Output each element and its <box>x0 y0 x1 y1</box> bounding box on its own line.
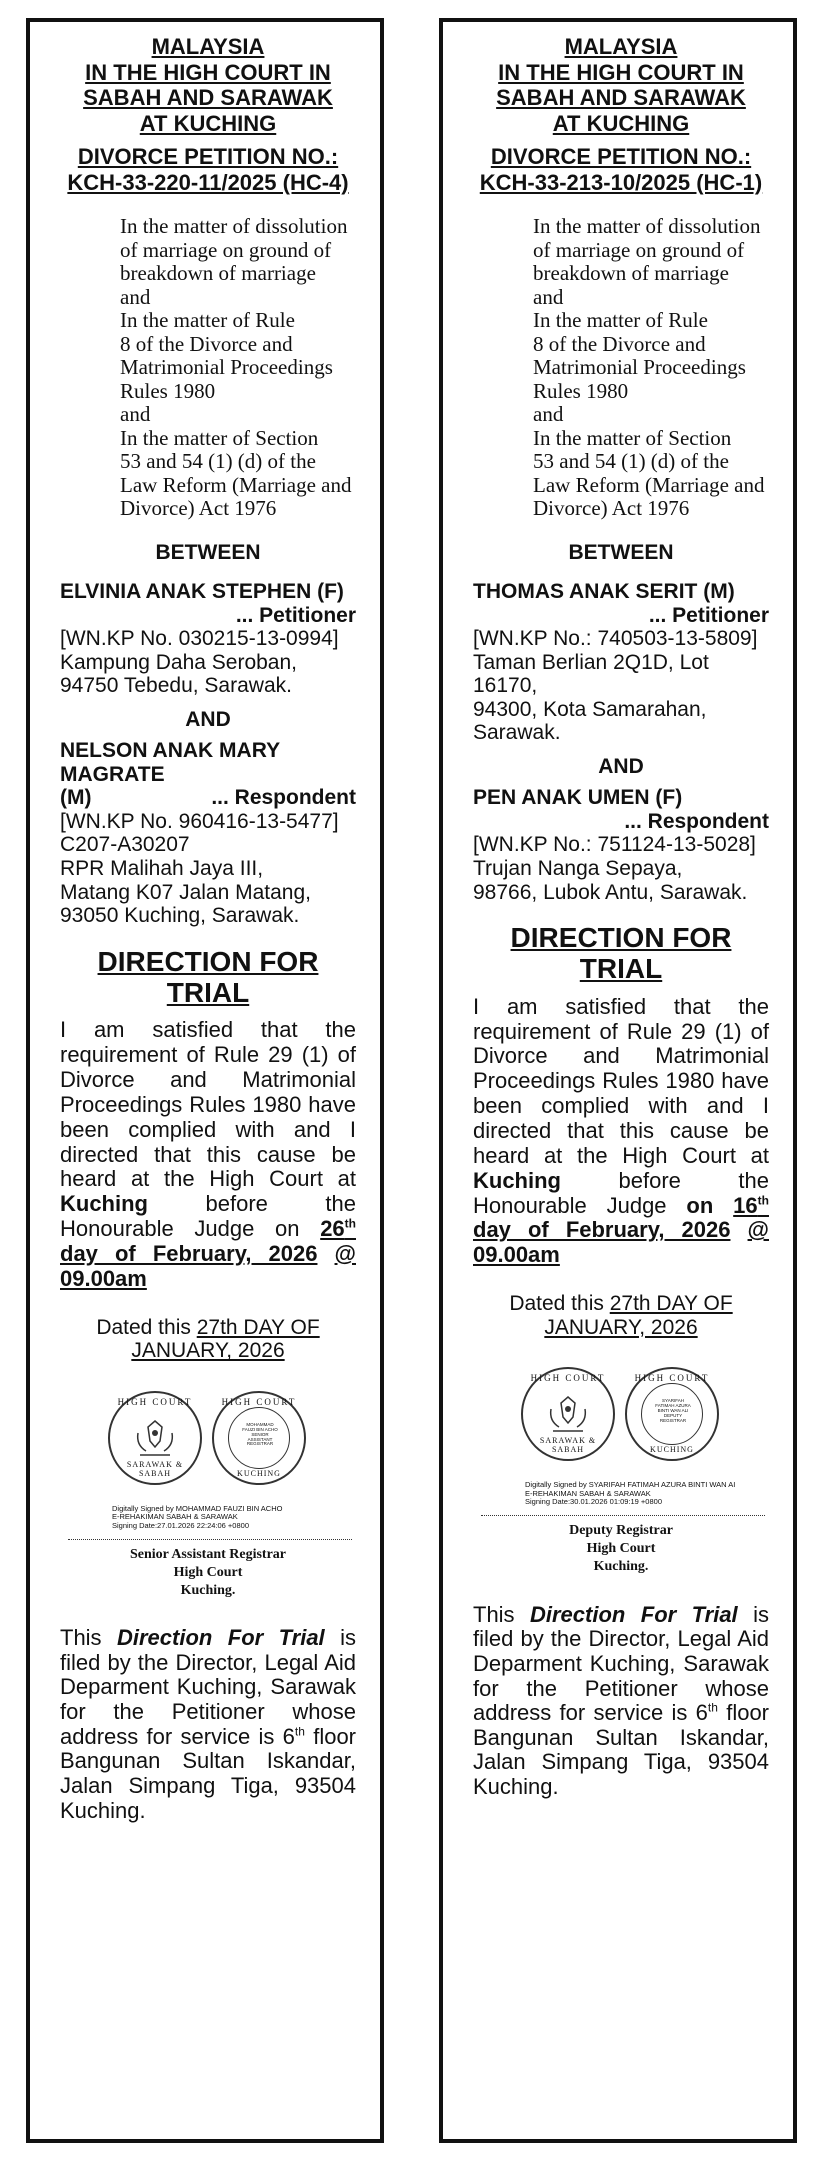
notice-right <box>439 18 797 2143</box>
coat-of-arms-icon <box>545 1393 591 1437</box>
seal-top-text: HIGH COURT <box>530 1373 606 1384</box>
court-place: Kuching <box>473 1167 561 1193</box>
dated-line-1 <box>473 1292 769 1316</box>
dated-block <box>60 1316 356 1363</box>
respondent-address <box>60 810 356 928</box>
petitioner-name: THOMAS ANAK SERIT (M) <box>473 580 735 604</box>
address-line: [WN.KP No.: 740503-13-5809] <box>473 627 758 651</box>
matter-line: In the matter of Rule <box>120 308 295 333</box>
direction-body <box>473 995 769 1268</box>
filing-note <box>60 1626 356 1823</box>
dated-block <box>473 1292 769 1339</box>
address-line: 93050 Kuching, Sarawak. <box>60 904 300 928</box>
registrar-title: Senior Assistant Registrar <box>129 1546 287 1562</box>
direction-text: I am satisfied that the requirement of Rule 29 (1) of Divorce and Matrimonial Proceedings Rules 1980 have been complied with and I directed that this cause be heard at the High Court at <box>60 1017 356 1192</box>
court-line-1: IN THE HIGH COURT IN <box>498 59 744 85</box>
court-line-1: IN THE HIGH COURT IN <box>85 59 331 85</box>
judge-text: before the Honourable Judge <box>60 1191 356 1242</box>
dated-line-2: JANUARY, 2026 <box>544 1315 698 1339</box>
registrar-place: Kuching. <box>180 1582 236 1598</box>
matter-line: and <box>533 284 564 309</box>
matter-line: of marriage on ground of <box>120 237 332 262</box>
matter-line: 53 and 54 (1) (d) of the <box>120 449 316 474</box>
petitioner-role: ... Petitioner <box>648 603 769 627</box>
petition-label: DIVORCE PETITION NO.: <box>490 144 752 170</box>
matter-line: of marriage on ground of <box>533 237 745 262</box>
dated-day: 27th DAY OF <box>609 1292 733 1316</box>
matter-line: In the matter of Rule <box>533 308 708 333</box>
address-line: Trujan Nanga Sepaya, <box>473 856 683 880</box>
kuching-court-stamp <box>212 1391 306 1485</box>
address-line: Kampung Daha Seroban, <box>60 650 297 674</box>
petition-label: DIVORCE PETITION NO.: <box>77 144 339 170</box>
address-line: 98766, Lubok Antu, Sarawak. <box>473 880 748 904</box>
stamp-bottom-text: KUCHING <box>237 1468 281 1478</box>
petitioner-address <box>60 627 356 698</box>
petitioner-role: ... Petitioner <box>235 603 356 627</box>
digital-sign-line: Signing Date:27.01.2026 22:24:06 +0800 <box>112 1520 249 1530</box>
hearing-day: 16 <box>733 1192 758 1218</box>
coat-of-arms-icon <box>132 1417 178 1461</box>
matter-block <box>533 215 769 521</box>
digital-signature <box>60 1505 356 1531</box>
high-court-seal <box>108 1391 202 1485</box>
judge-text: before the Honourable Judge <box>473 1167 769 1218</box>
respondent-role-row <box>60 786 356 810</box>
digital-sign-line: Signing Date:30.01.2026 01:09:19 +0800 <box>525 1497 662 1507</box>
address-line: 94750 Tebedu, Sarawak. <box>60 674 292 698</box>
stamp-signatory: SYARIFAH FATIMAH AZURA BINTI WAN ALI DEPUTY REGISTRAR <box>655 1398 691 1423</box>
respondent-gender: (M) <box>60 786 92 810</box>
high-court-seal <box>521 1367 615 1461</box>
filing-floor-suffix: th <box>294 1724 305 1739</box>
filing-doc-name: Direction For Trial <box>529 1601 738 1627</box>
filing-text-2: floor Bangunan Sultan Iskandar, Jalan Simpang Tiga, 93504 Kuching. <box>473 1700 769 1800</box>
matter-line: 53 and 54 (1) (d) of the <box>533 449 729 474</box>
petition-number: KCH-33-220-11/2025 (HC-4) <box>67 169 349 195</box>
court-place: Kuching <box>60 1191 148 1217</box>
registrar-block <box>473 1522 769 1577</box>
court-line-2: SABAH AND SARAWAK <box>83 85 333 111</box>
matter-block <box>120 215 356 521</box>
respondent-role-row <box>473 810 769 834</box>
matter-line: Rules 1980 <box>120 378 216 403</box>
registrar-court: High Court <box>173 1564 243 1580</box>
registrar-block <box>60 1546 356 1601</box>
matter-line: breakdown of marriage <box>120 261 316 286</box>
direction-title: DIRECTION FOR TRIAL <box>510 922 732 985</box>
direction-title: DIRECTION FOR TRIAL <box>97 945 319 1008</box>
seal-top-text: HIGH COURT <box>117 1396 193 1407</box>
kuching-court-stamp <box>625 1367 719 1461</box>
seal-bottom-text: SARAWAK & SABAH <box>126 1459 184 1478</box>
address-line: [WN.KP No. 030215-13-0994] <box>60 627 339 651</box>
filing-text: is filed by the Director, Legal Aid Deparment Kuching, Sarawak for the Petitioner whose address for service is 6 <box>60 1625 356 1749</box>
matter-line: In the matter of dissolution <box>533 214 761 239</box>
filing-prefix: This <box>60 1625 102 1651</box>
filing-doc-name: Direction For Trial <box>116 1625 325 1651</box>
respondent-role: ... Respondent <box>211 786 356 810</box>
address-line: RPR Malihah Jaya III, <box>60 856 264 880</box>
matter-line: and <box>533 402 564 427</box>
hearing-time: @ 09.00am <box>60 1240 356 1291</box>
dated-prefix: Dated this <box>509 1292 604 1316</box>
matter-line: and <box>120 402 151 427</box>
matter-line: In the matter of dissolution <box>120 214 348 239</box>
respondent-name: PEN ANAK UMEN (F) <box>473 786 683 810</box>
address-line: Taman Berlian 2Q1D, Lot 16170, <box>473 650 709 698</box>
respondent-role: ... Respondent <box>624 809 769 833</box>
hearing-day-suffix: th <box>757 1193 769 1208</box>
filing-floor-suffix: th <box>707 1700 718 1715</box>
address-line: Sarawak. <box>473 721 561 745</box>
address-line: [WN.KP No. 960416-13-5477] <box>60 809 339 833</box>
digital-sign-line: Digitally Signed by SYARIFAH FATIMAH AZURA BINTI WAN AI <box>525 1480 736 1490</box>
matter-line: breakdown of marriage <box>533 261 729 286</box>
matter-line: Matrimonial Proceedings <box>120 355 333 380</box>
matter-line: In the matter of Section <box>120 425 319 450</box>
matter-line: Law Reform (Marriage and <box>533 472 765 497</box>
matter-line: In the matter of Section <box>533 425 732 450</box>
filing-text-2: floor Bangunan Sultan Iskandar, Jalan Simpang Tiga, 93504 Kuching. <box>60 1723 356 1823</box>
address-line: Matang K07 Jalan Matang, <box>60 880 311 904</box>
dated-line-2: JANUARY, 2026 <box>131 1339 285 1363</box>
petition-number: KCH-33-213-10/2025 (HC-1) <box>479 169 763 195</box>
filing-prefix: This <box>473 1601 515 1627</box>
petitioner-address <box>473 627 769 745</box>
country-heading: MALAYSIA <box>151 34 265 59</box>
filing-note <box>473 1603 769 1800</box>
direction-text: I am satisfied that the requirement of Rule 29 (1) of Divorce and Matrimonial Proceedings Rules 1980 have been complied with and I directed that this cause be heard at the High Court at <box>473 993 769 1168</box>
dated-prefix: Dated this <box>96 1315 191 1339</box>
address-line: C207-A30207 <box>60 833 190 857</box>
respondent-name: NELSON ANAK MARY MAGRATE <box>60 739 280 786</box>
court-stamps <box>60 1391 356 1501</box>
digital-sign-line: E-REHAKIMAN SABAH & SARAWAK <box>525 1488 651 1498</box>
dated-day: 27th DAY OF <box>196 1315 320 1339</box>
hearing-day-suffix: th <box>344 1216 356 1231</box>
on-word: on <box>275 1216 300 1242</box>
matter-line: Law Reform (Marriage and <box>120 472 352 497</box>
petitioner-name: ELVINIA ANAK STEPHEN (F) <box>60 580 344 604</box>
between-heading: BETWEEN <box>155 540 261 564</box>
and-heading: AND <box>185 707 231 731</box>
and-heading: AND <box>598 754 644 778</box>
matter-line: and <box>120 284 151 309</box>
signature-line <box>481 1515 765 1516</box>
matter-line: 8 of the Divorce and <box>533 331 706 356</box>
direction-body <box>60 1018 356 1291</box>
matter-line: Divorce) Act 1976 <box>533 496 690 521</box>
country-heading: MALAYSIA <box>564 34 678 59</box>
registrar-court: High Court <box>586 1541 656 1557</box>
address-line: [WN.KP No.: 751124-13-5028] <box>473 833 756 857</box>
digital-sign-line: Digitally Signed by MOHAMMAD FAUZI BIN ACHO <box>112 1503 283 1513</box>
court-line-3: AT KUCHING <box>139 110 277 136</box>
notice-left <box>26 18 384 2143</box>
stamp-bottom-text: KUCHING <box>650 1445 694 1455</box>
registrar-title: Deputy Registrar <box>569 1523 673 1539</box>
hearing-date-rest: day of February, 2026 <box>473 1217 731 1243</box>
digital-sign-line: E-REHAKIMAN SABAH & SARAWAK <box>112 1512 238 1522</box>
seal-bottom-text: SARAWAK & SABAH <box>539 1436 597 1455</box>
court-stamps <box>473 1367 769 1477</box>
on-word: on <box>686 1192 714 1218</box>
court-line-3: AT KUCHING <box>552 110 690 136</box>
signature-line <box>68 1539 352 1540</box>
matter-line: Rules 1980 <box>533 378 629 403</box>
hearing-day: 26 <box>320 1216 345 1242</box>
digital-signature <box>473 1481 769 1507</box>
hearing-time: @ 09.00am <box>473 1217 769 1268</box>
matter-line: Divorce) Act 1976 <box>120 496 277 521</box>
court-line-2: SABAH AND SARAWAK <box>496 85 746 111</box>
between-heading: BETWEEN <box>568 540 674 564</box>
stamp-top-text: HIGH COURT <box>634 1373 710 1384</box>
stamp-signatory: MOHAMMAD FAUZI BIN ACHO SENIOR ASSISTANT REGISTRAR <box>242 1421 278 1447</box>
hearing-date-rest: day of February, 2026 <box>60 1240 318 1266</box>
filing-text: is filed by the Director, Legal Aid Deparment Kuching, Sarawak for the Petitioner whose address for service is 6 <box>473 1601 769 1726</box>
matter-line: Matrimonial Proceedings <box>533 355 746 380</box>
stamp-top-text: HIGH COURT <box>221 1396 297 1407</box>
dated-line-1 <box>60 1316 356 1340</box>
matter-line: 8 of the Divorce and <box>120 331 293 356</box>
address-line: 94300, Kota Samarahan, <box>473 697 707 721</box>
respondent-address <box>473 833 769 904</box>
registrar-place: Kuching. <box>593 1559 649 1575</box>
